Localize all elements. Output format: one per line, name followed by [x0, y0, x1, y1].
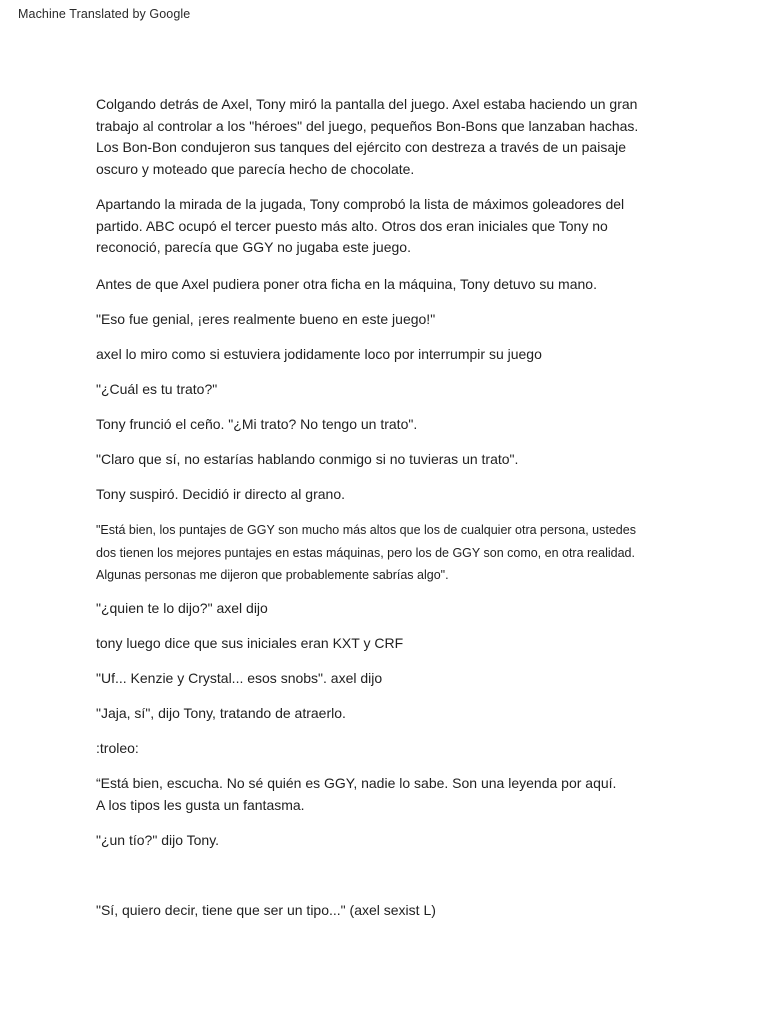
paragraph-10: "Está bien, los puntajes de GGY son mucho más altos que los de cualquier otra persona, ustedes dos tienen los mejores puntajes en estas máquinas, pero los de GGY son como, en otra realidad. Algunas personas me dijeron que probablemente sabrías algo". — [96, 523, 636, 582]
paragraph-7: Tony frunció el ceño. "¿Mi trato? No tengo un trato". — [96, 416, 418, 432]
paragraph-11: "¿quien te lo dijo?" axel dijo — [96, 600, 268, 616]
paragraph-18: "Sí, quiero decir, tiene que ser un tipo..." (axel sexist L) — [96, 902, 436, 918]
paragraph-1: Colgando detrás de Axel, Tony miró la pantalla del juego. Axel estaba haciendo un gran trabajo al controlar a los "héroes" del juego, pequeños Bon-Bons que lanzaban hachas. Los Bon-Bon condujeron sus tanques del ejército con destreza a través de un paisaje oscuro y moteado que parecía hecho de chocolate. — [96, 96, 639, 177]
paragraph-17: "¿un tío?" dijo Tony. — [96, 832, 220, 848]
paragraph-13: "Uf... Kenzie y Crystal... esos snobs". axel dijo — [96, 670, 383, 686]
machine-translation-header: Machine Translated by Google — [18, 7, 191, 21]
paragraph-16: “Está bien, escucha. No sé quién es GGY, nadie lo sabe. Son una leyenda por aquí. A los tipos les gusta un fantasma. — [96, 775, 617, 813]
paragraph-12: tony luego dice que sus iniciales eran KXT y CRF — [96, 635, 404, 651]
paragraph-6: "¿Cuál es tu trato?" — [96, 381, 218, 397]
paragraph-9: Tony suspiró. Decidió ir directo al grano. — [96, 486, 346, 502]
paragraph-5: axel lo miro como si estuviera jodidamente loco por interrumpir su juego — [96, 346, 542, 362]
paragraph-8: "Claro que sí, no estarías hablando conmigo si no tuvieras un trato". — [96, 451, 519, 467]
paragraph-3: Antes de que Axel pudiera poner otra ficha en la máquina, Tony detuvo su mano. — [96, 276, 597, 292]
paragraph-2: Apartando la mirada de la jugada, Tony comprobó la lista de máximos goleadores del partido. ABC ocupó el tercer puesto más alto. Otros dos eran iniciales que Tony no reconoció, parecía que GGY no jugaba este juego. — [96, 196, 625, 255]
paragraph-4: "Eso fue genial, ¡eres realmente bueno en este juego!" — [96, 311, 436, 327]
paragraph-14: "Jaja, sí", dijo Tony, tratando de atraerlo. — [96, 705, 346, 721]
paragraph-15: :troleo: — [96, 740, 139, 756]
